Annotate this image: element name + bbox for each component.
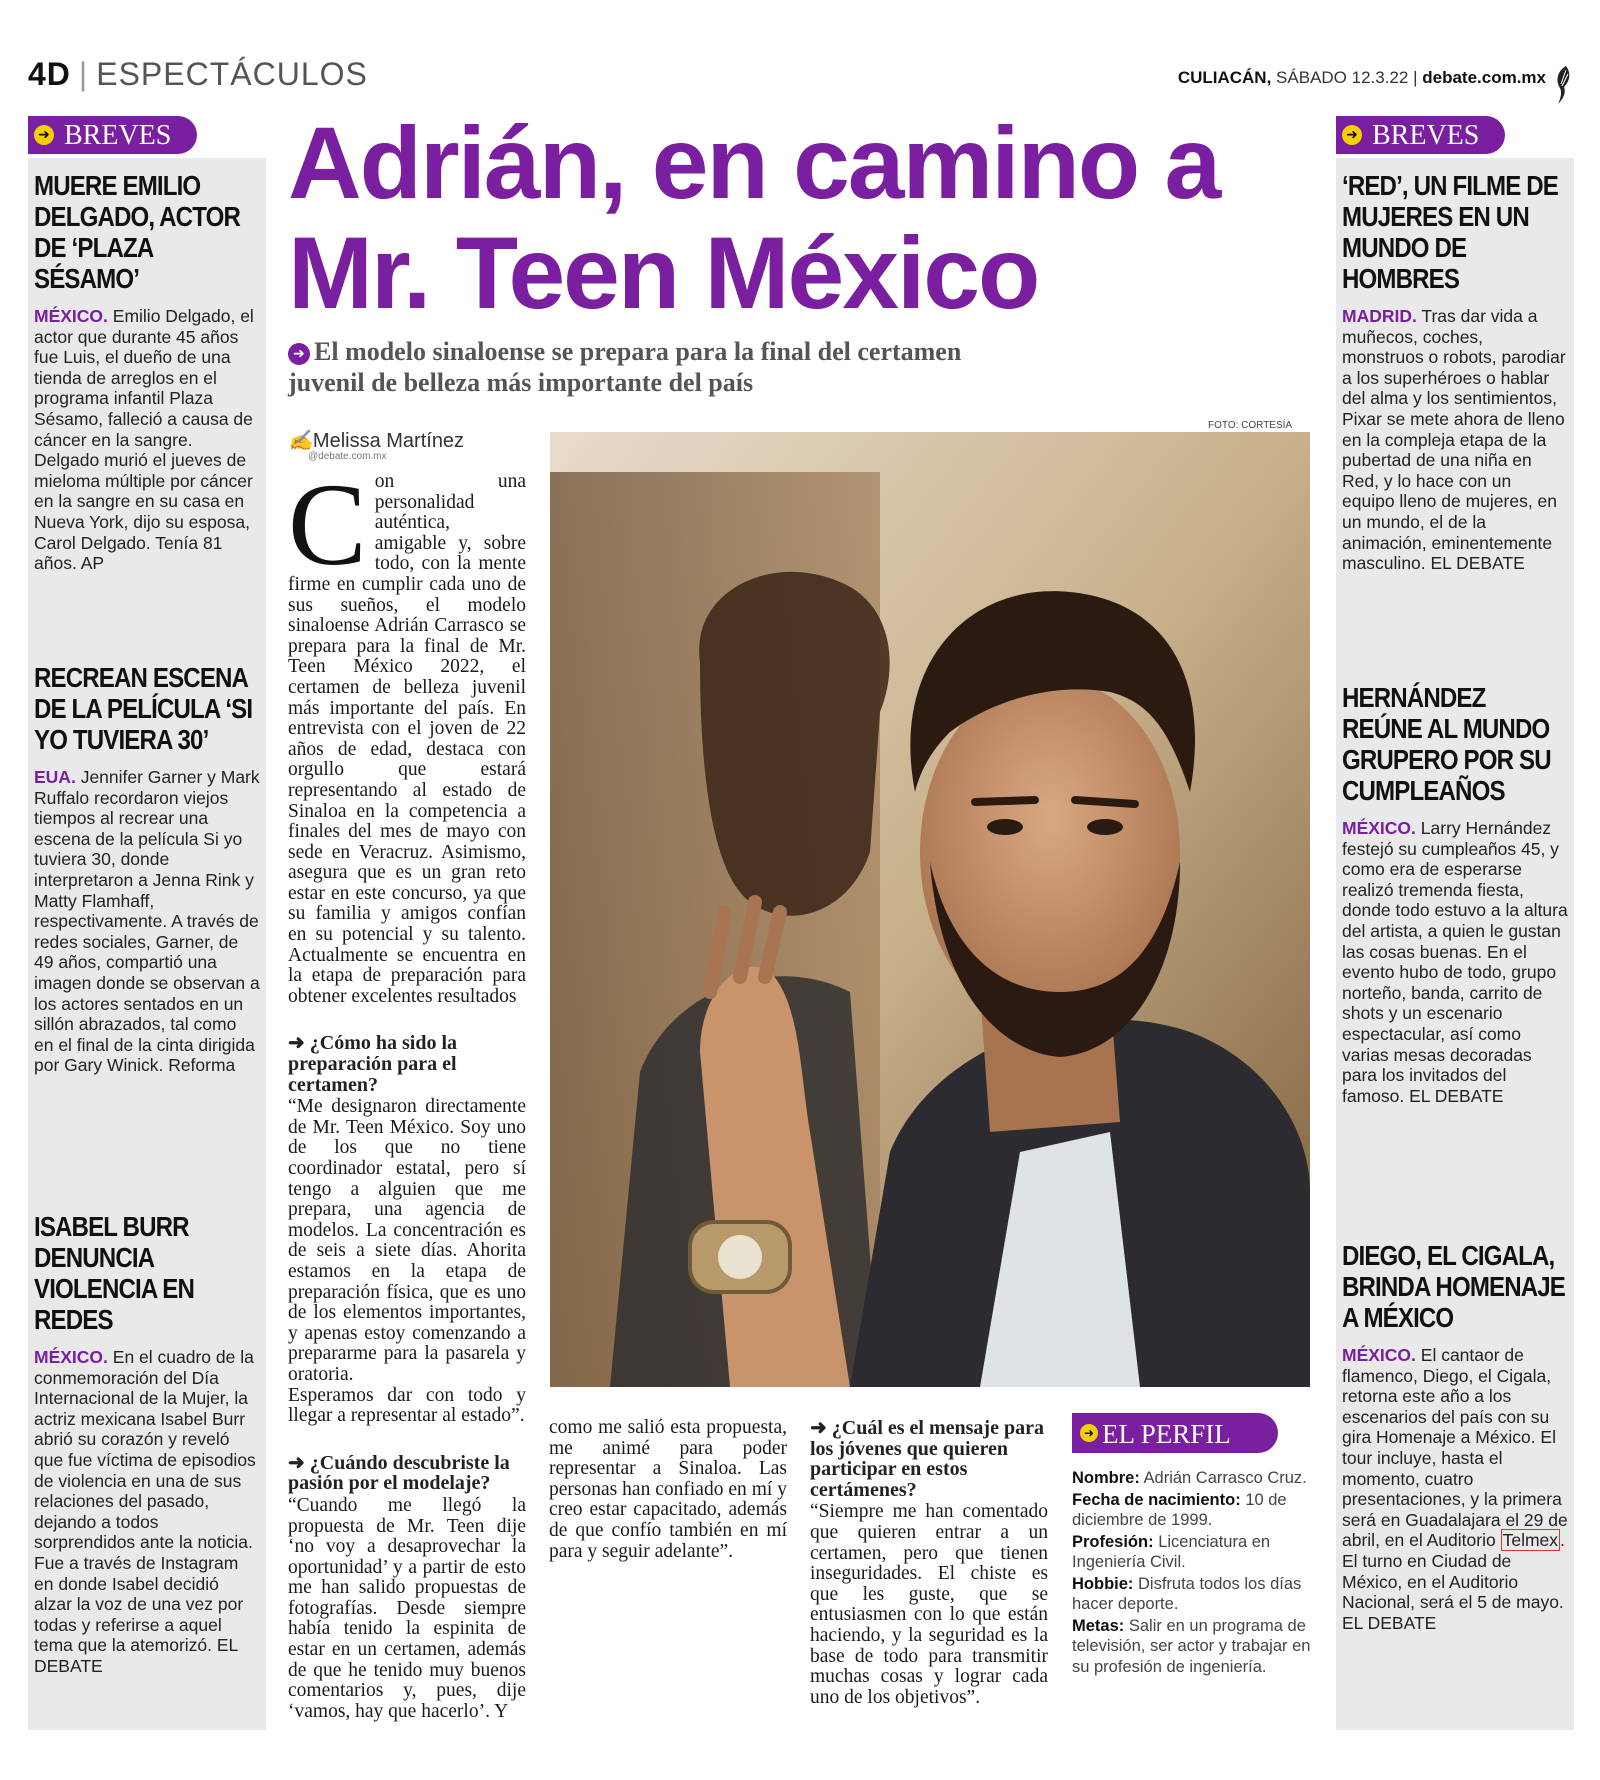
arrow-right-icon: ➜	[288, 1032, 310, 1055]
perfil-tag: ➜ EL PERFIL	[1072, 1413, 1278, 1453]
perfil-row: Profesión: Licenciatura en Ingeniería Civil.	[1072, 1532, 1271, 1571]
page-header-left: 4D | ESPECTÁCULOS	[28, 56, 368, 92]
right-briefs-sidebar	[1336, 120, 1574, 1730]
header-site: debate.com.mx	[1422, 68, 1546, 87]
brief-text: MÉXICO. Larry Hernández festejó su cumpleaños 45, y como era de esperarse realizó tremenda fiesta, donde todo estuvo a la altura del artista, a quien le gustan las cosas buenas. En el evento hubo de todo, grupo norteño, banda, carrito de shots y un escenario espectacular, así como varias mesas decoradas para los invitados del famoso. EL DEBATE	[1342, 818, 1568, 1106]
perfil-row: Metas: Salir en un programa de televisión, ser actor y trabajar en su profesión de ingeniería.	[1072, 1616, 1311, 1676]
brief-title: DIEGO, EL CIGALA, BRINDA HOMENAJE A MÉXICO	[1342, 1240, 1566, 1333]
perfil-row: Fecha de nacimiento: 10 de diciembre de 1999.	[1072, 1490, 1287, 1529]
brief-title: HERNÁNDEZ REÚNE AL MUNDO GRUPERO POR SU CUMPLEAÑOS	[1342, 682, 1551, 806]
perfil-row: Hobbie: Disfruta todos los días hacer deporte.	[1072, 1574, 1302, 1613]
brief-text: MÉXICO. En el cuadro de la conmemoración del Día Internacional de la Mujer, la actriz mexicana Isabel Burr abrió su corazón y reveló que fue víctima de episodios de violencia en una de sus relaciones del pasado, dejando a todos sorprendidos ante la noticia. Fue a través de Instagram en donde Isabel decidió alzar la voz de una vez por todas y referirse a aquel tema que la atemorizó. EL DEBATE	[34, 1347, 256, 1676]
breves-tag-right: ➜ BREVES	[1336, 116, 1505, 154]
brief-larry-hernandez	[1342, 682, 1568, 1106]
perfil-box	[1072, 1468, 1312, 1678]
answer-1: “Me designaron directamente de Mr. Teen México. Soy uno de los que no tiene coordinador estatal, pero sí tengo a alguien que me prepara, una agencia de modelos. La concentración es de seis a siete días. Ahorita estamos en la etapa de preparación física, que es uno de los elementos importantes, y apenas estoy comenzando a prepararme para la pasarela y oratoria.	[288, 1096, 526, 1385]
answer-2: “Cuando me llegó la propuesta de Mr. Teen dije ‘no voy a desaprovechar la oportunidad’ y a partir de esto me han salido propuestas de fotografías. Desde siempre había tenido la espinita de estar en un certamen, además de que he tenido muy buenos comentarios y, pues, dije ‘vamos, hay que hacerlo’. Y	[288, 1494, 526, 1722]
arrow-right-icon: ➜	[1080, 1424, 1098, 1442]
arrow-right-icon: ➜	[34, 125, 54, 145]
page-number: 4D	[28, 56, 71, 92]
brief-si-yo-tuviera-30	[34, 662, 260, 1076]
highlight-telmex: Telmex	[1502, 1530, 1559, 1551]
question-3: ➜ ¿Cuál es el mensaje para los jóvenes que quieren participar en estos certámenes?	[810, 1417, 1044, 1501]
breves-tag-left: ➜ BREVES	[28, 116, 197, 154]
author-byline: ✍Melissa Martínez @debate.com.mx	[288, 430, 465, 462]
brief-diego-el-cigala	[1342, 1240, 1568, 1633]
brief-text: MÉXICO. El cantaor de flamenco, Diego, el Cigala, retorna este año a los escenarios del país con su gira Homenaje a México. El tour incluye, hasta el momento, cuatro presentaciones, y la primera será en Guadalajara el 29 de abril, en el Auditorio Telmex . El turno en Ciudad de México, en el Auditorio Nacional, será el 5 de mayo. EL DEBATE	[1342, 1345, 1568, 1633]
header-city: CULIACÁN,	[1177, 68, 1272, 87]
article-intro: on una personalidad auténtica, amigable y, sobre todo, con la mente firme en cumplir cada uno de sus sueños, el modelo sinaloense Adrián Carrasco se prepara para la final de Mr. Teen México 2022, el certamen de belleza juvenil más importante del país. En entrevista con el joven de 22 años de edad, destaca con orgullo que estará representando al estado de Sinaloa en la competencia a finales del mes de mayo con sede en Veracruz. Asimismo, asegura que es un gran reto estar en este concurso, ya que su familia y amigos confían en su potencial y su talento. Actualmente se encuentra en la etapa de preparación para obtener excelentes resultados	[288, 471, 526, 1007]
answer-3: “Siempre me han comentado que quieren entrar a un certamen, pero que tienen inseguridades. El chiste es que les guste, que se entusiasmen con lo que están haciendo, y la seguridad es la base de todo para transmitir muchas cosas y lograr cada uno de los objetivos”.	[810, 1501, 1048, 1708]
arrow-right-icon: ➜	[1342, 125, 1362, 145]
question-1: ➜ ¿Cómo ha sido la preparación para el certamen?	[288, 1032, 458, 1096]
question-2: ➜ ¿Cuándo descubriste la pasión por el modelaje?	[288, 1451, 510, 1495]
article-photo	[550, 432, 1310, 1387]
brief-title: RECREAN ESCENA DE LA PELÍCULA ‘SI YO TUVIERA 30’	[34, 662, 253, 755]
author-name: Melissa Martínez	[312, 430, 465, 452]
brief-text: MADRID. Tras dar vida a muñecos, coches, monstruos o robots, parodiar a los superhéroes o hablar del alma y los sentimientos, Pixar se mete ahora de lleno en la compleja etapa de la pubertad de una niña en Red, y lo hace con un equipo lleno de mujeres, en un mundo, el de la animación, eminentemente masculino. EL DEBATE	[1342, 306, 1566, 574]
answer-1b: Esperamos dar con todo y llegar a representar al estado”.	[288, 1384, 526, 1427]
article-column-3	[810, 1418, 1048, 1708]
brief-red-pixar	[1342, 170, 1568, 574]
perfil-row: Nombre: Adrián Carrasco Cruz.	[1072, 1469, 1307, 1487]
article-column-2: como me salió esta propuesta, me animé para poder representar a Sinaloa. Las personas han confiado en mí y creo estar capacitado, además de que confío también en mí para y seguir adelante”.	[549, 1417, 787, 1562]
debate-feather-logo-icon	[1552, 62, 1574, 106]
brief-title: ‘RED’, UN FILME DE MUJERES EN UN MUNDO DE HOMBRES	[1342, 170, 1558, 294]
arrow-right-icon: ➜	[288, 1451, 310, 1474]
article-subheadline: ➜ El modelo sinaloense se prepara para la final del certamen juvenil de belleza más importante del país	[288, 337, 962, 397]
author-handle: @debate.com.mx	[308, 451, 387, 462]
section-name: ESPECTÁCULOS	[96, 56, 368, 92]
arrow-right-icon: ➜	[810, 1417, 832, 1439]
brief-text: EUA. Jennifer Garner y Mark Ruffalo recordaron viejos tiempos al recrear una escena de la película Si yo tuviera 30, donde interpretaron a Jenna Rink y Matty Flamhaff, respectivamente. A través de redes sociales, Garner, de 49 años, compartió una imagen donde se observan a los actores sentados en un sillón abrazados, tal como en el final de la cinta dirigida por Gary Winick. Reforma	[34, 767, 260, 1076]
brief-title: MUERE EMILIO DELGADO, ACTOR DE ‘PLAZA SÉSAMO’	[34, 170, 241, 294]
brief-title: ISABEL BURR DENUNCIA VIOLENCIA EN REDES	[34, 1211, 195, 1335]
brief-isabel-burr	[34, 1211, 260, 1677]
brief-text: MÉXICO. Emilio Delgado, el actor que durante 45 años fue Luis, el dueño de una tienda de arreglos en el programa infantil Plaza Sésamo, falleció a causa de cáncer en la sangre. Delgado murió el jueves de mieloma múltiple por cáncer en la sangre en su casa en Nueva York, dijo su esposa, Carol Delgado. Tenía 81 años. AP	[34, 306, 254, 574]
left-briefs-sidebar	[28, 120, 266, 1730]
arrow-bullet-icon: ➜	[288, 343, 310, 365]
photo-credit: FOTO: CORTESÍA	[1208, 420, 1293, 431]
page-header-right: CULIACÁN, SÁBADO 12.3.22 | debate.com.mx	[1177, 68, 1546, 87]
article-column-1	[288, 459, 526, 1722]
drop-cap: C	[288, 459, 367, 590]
brief-emilio-delgado	[34, 170, 260, 574]
model-portrait-illustration	[550, 432, 1310, 1387]
header-date: SÁBADO 12.3.22	[1276, 68, 1409, 87]
article-headline: Adrián, en camino a Mr. Teen México	[288, 106, 1220, 330]
